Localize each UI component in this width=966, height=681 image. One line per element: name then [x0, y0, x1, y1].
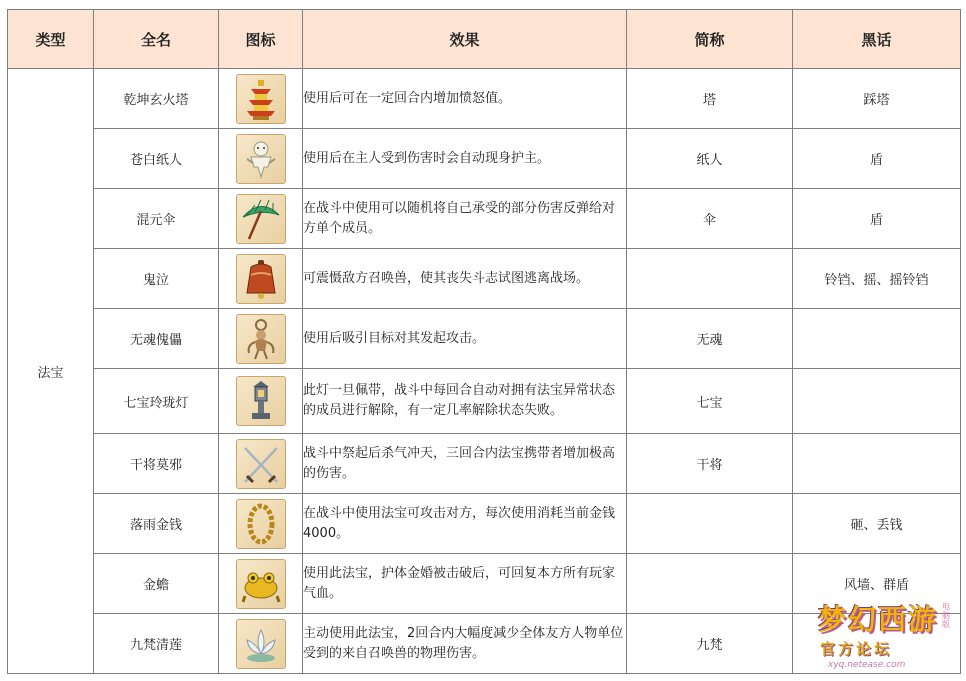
category-cell: 法宝: [8, 69, 94, 674]
swords-icon: [236, 439, 286, 489]
item-name: 金蟾: [94, 554, 219, 614]
item-abbr: [627, 249, 793, 309]
item-effect: 使用此法宝，护体金婚被击破后，可回复本方所有玩家气血。: [303, 554, 627, 614]
item-name: 苍白纸人: [94, 129, 219, 189]
bell-icon: [236, 254, 286, 304]
item-name: 乾坤玄火塔: [94, 69, 219, 129]
item-abbr: 无魂: [627, 309, 793, 369]
umbrella-icon: [236, 194, 286, 244]
coin-chain-icon: [236, 499, 286, 549]
item-effect: 此灯一旦佩带，战斗中每回合自动对拥有法宝异常状态的成员进行解除，有一定几率解除状态失败。: [303, 369, 627, 434]
item-effect: 可震慑敌方召唤兽，使其丧失斗志试图逃离战场。: [303, 249, 627, 309]
item-effect: 在战斗中使用法宝可攻击对方，每次使用消耗当前金钱4000。: [303, 494, 627, 554]
item-name: 落雨金钱: [94, 494, 219, 554]
golden-toad-icon: [236, 559, 286, 609]
item-effect: 主动使用此法宝，2回合内大幅度减少全体友方人物单位受到的来自召唤兽的物理伤害。: [303, 614, 627, 674]
item-name: 无魂傀儡: [94, 309, 219, 369]
paper-doll-icon: [236, 134, 286, 184]
icon-cell: [219, 614, 303, 674]
item-effect: 在战斗中使用可以随机将自己承受的部分伤害反弹给对方单个成员。: [303, 189, 627, 249]
watermark-title: 梦幻西游: [818, 603, 939, 636]
fabao-table: [7, 9, 961, 674]
item-slang: 盾: [793, 189, 961, 249]
header-icon: 图标: [219, 10, 303, 69]
item-slang: 砸、丢钱: [793, 494, 961, 554]
header-abbr: 简称: [627, 10, 793, 69]
item-slang: [793, 434, 961, 494]
item-slang: [793, 309, 961, 369]
icon-cell: [219, 69, 303, 129]
item-slang: 风墙、群盾: [793, 554, 961, 614]
item-name: 干将莫邪: [94, 434, 219, 494]
header-fullname: 全名: [94, 10, 219, 69]
item-effect: 使用后在主人受到伤害时会自动现身护主。: [303, 129, 627, 189]
table-row: [8, 249, 961, 309]
item-abbr: [627, 494, 793, 554]
icon-cell: [219, 309, 303, 369]
icon-cell: [219, 129, 303, 189]
item-slang: 铃铛、摇、摇铃铛: [793, 249, 961, 309]
icon-cell: [219, 189, 303, 249]
item-abbr: 干将: [627, 434, 793, 494]
pagoda-icon: [236, 74, 286, 124]
icon-cell: [219, 434, 303, 494]
item-effect: 使用后吸引目标对其发起攻击。: [303, 309, 627, 369]
item-abbr: 七宝: [627, 369, 793, 434]
table-row: [8, 434, 961, 494]
icon-cell: [219, 249, 303, 309]
item-name: 鬼泣: [94, 249, 219, 309]
item-abbr: 伞: [627, 189, 793, 249]
item-abbr: 九梵: [627, 614, 793, 674]
item-name: 九梵清莲: [94, 614, 219, 674]
table-row: [8, 494, 961, 554]
item-abbr: 纸人: [627, 129, 793, 189]
watermark-url: xyq.netease.com: [828, 660, 906, 670]
header-row: [8, 10, 961, 69]
table-row: [8, 189, 961, 249]
icon-cell: [219, 554, 303, 614]
forum-watermark-logo: [818, 594, 958, 676]
item-name: 七宝玲珑灯: [94, 369, 219, 434]
header-effect: 效果: [303, 10, 627, 69]
item-effect: 战斗中祭起后杀气冲天，三回合内法宝携带者增加极高的伤害。: [303, 434, 627, 494]
item-slang: [793, 369, 961, 434]
lotus-icon: [236, 619, 286, 669]
item-abbr: [627, 554, 793, 614]
puppet-icon: [236, 314, 286, 364]
header-type: 类型: [8, 10, 94, 69]
watermark-subtitle: 官方论坛: [820, 640, 893, 658]
table-row: [8, 369, 961, 434]
icon-cell: [219, 369, 303, 434]
item-effect: 使用后可在一定回合内增加愤怒值。: [303, 69, 627, 129]
lantern-icon: [236, 376, 286, 426]
table-row: [8, 309, 961, 369]
table-row: [8, 129, 961, 189]
watermark-tag: 电脑版: [942, 602, 950, 629]
item-slang: 踩塔: [793, 69, 961, 129]
item-name: 混元伞: [94, 189, 219, 249]
header-slang: 黑话: [793, 10, 961, 69]
item-abbr: 塔: [627, 69, 793, 129]
icon-cell: [219, 494, 303, 554]
table-row: [8, 69, 961, 129]
item-slang: 盾: [793, 129, 961, 189]
